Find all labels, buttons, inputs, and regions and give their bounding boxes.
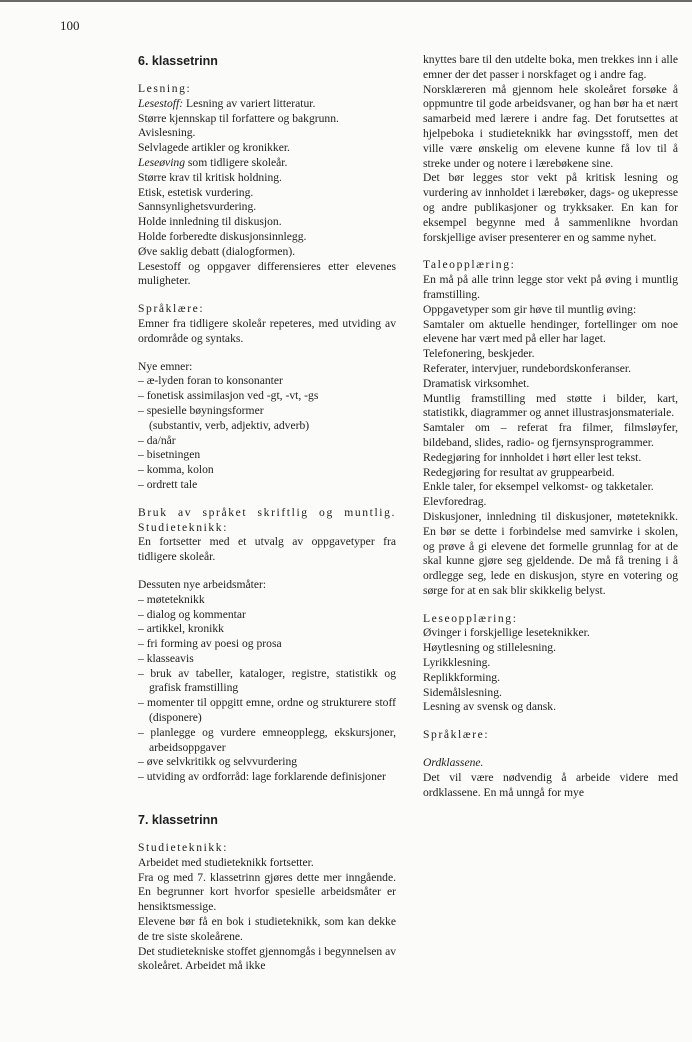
lesning-item: Større krav til kritisk holdning. bbox=[138, 170, 282, 184]
section-title-spraklare: Språklære: bbox=[138, 302, 205, 316]
bruk-intro: En fortsetter med et utvalg av oppgavetyper fra tidligere skoleår. bbox=[138, 535, 396, 564]
lesning-item: Leseøving som tidligere skoleår. bbox=[138, 155, 288, 169]
heading-grade-6: 6. klassetrinn bbox=[138, 54, 218, 68]
list-item: – bruk av tabeller, kataloger, registre, statistikk og grafisk framstilling bbox=[138, 666, 396, 695]
oppgavetyper: Oppgavetyper som gir høve til muntlig øving: bbox=[423, 302, 637, 316]
dessuten-title: Dessuten nye arbeidsmåter: bbox=[138, 577, 267, 591]
right-column bbox=[423, 53, 678, 800]
list-item: Elevene bør få en bok i studieteknikk, som kan dekke de tre siste skoleårene. bbox=[138, 915, 396, 943]
list-item: Referater, intervjuer, rundebordskonferanser. bbox=[423, 361, 631, 375]
lesning-item: Lesestoff og oppgaver differensieres etter elevenes muligheter. bbox=[138, 259, 396, 288]
lesning-item: Avislesning. bbox=[138, 126, 196, 140]
list-item: Lesning av svensk og dansk. bbox=[423, 700, 556, 714]
list-item: Dramatisk virksomhet. bbox=[423, 376, 530, 390]
nye-emner-list bbox=[138, 374, 396, 418]
list-item: – klasseavis bbox=[138, 651, 194, 665]
list-item-indent: (substantiv, verb, adjektiv, adverb) bbox=[149, 418, 310, 432]
list-item: knyttes bare til den utdelte boka, men trekkes inn i alle emner der det passer i norskfaget og i andre fag. bbox=[423, 53, 678, 81]
spraklare-intro: Emner fra tidligere skoleår repeteres, med utviding av ordområde og syntaks. bbox=[138, 316, 396, 345]
left-column bbox=[138, 53, 396, 974]
list-item: Sidemålslesning. bbox=[423, 685, 502, 699]
tale-intro: En må på alle trinn legge stor vekt på øving i muntlig framstilling. bbox=[423, 273, 678, 301]
section-title-spraklare-2: Språklære: bbox=[423, 728, 490, 742]
list-item: – momenter til oppgitt emne, ordne og strukturere stoff (disponere) bbox=[138, 696, 396, 725]
section-title-leseopplaring: Leseopplæring: bbox=[423, 611, 518, 625]
list-item: – fonetisk assimilasjon ved -gt, -vt, -gs bbox=[138, 389, 319, 403]
list-item: – æ-lyden foran to konsonanter bbox=[138, 374, 283, 388]
list-item: – møteteknikk bbox=[138, 592, 205, 606]
lesning-item: Lesestoff: Lesning av variert litteratur. bbox=[138, 96, 316, 110]
list-item: Samtaler om aktuelle hendinger, fortellinger om noe elevene har vært med på eller har laget. bbox=[423, 317, 678, 346]
list-item: Samtaler om – referat fra filmer, filmsløyfer, bildeband, slides, radio- og fjernsynsprogrammer. bbox=[423, 421, 678, 449]
tale-list bbox=[423, 318, 678, 599]
list-item: – spesielle bøyningsformer bbox=[138, 403, 264, 417]
list-item: – ordrett tale bbox=[138, 477, 198, 491]
top-edge-line bbox=[0, 0, 692, 2]
list-item: Arbeidet med studieteknikk fortsetter. bbox=[138, 855, 314, 869]
lesning-item: Selvlagede artikler og kronikker. bbox=[138, 141, 290, 155]
list-item: – utviding av ordforråd: lage forklarende definisjoner bbox=[138, 770, 386, 784]
lesning-item: Holde forberedte diskusjonsinnlegg. bbox=[138, 229, 307, 243]
list-item: – komma, kolon bbox=[138, 463, 214, 477]
lesning-item: Øve saklig debatt (dialogformen). bbox=[138, 244, 296, 258]
nye-emner-title: Nye emner: bbox=[138, 359, 193, 373]
page-number: 100 bbox=[60, 18, 80, 33]
list-item: – planlegge og vurdere emneopplegg, ekskursjoner, arbeidsoppgaver bbox=[138, 725, 396, 754]
lesning-item: Sannsynlighetsvurdering. bbox=[138, 200, 257, 214]
section-title-studieteknikk: Studieteknikk: bbox=[138, 841, 229, 855]
continued-text bbox=[423, 53, 678, 245]
lesning-item: Etisk, estetisk vurdering. bbox=[138, 185, 254, 199]
section-title-bruk: Bruk av språket skriftlig og muntlig. Studieteknikk: bbox=[138, 505, 396, 534]
ordklassene-text: Det vil være nødvendig å arbeide videre med ordklassene. En må unngå for mye bbox=[423, 770, 678, 799]
list-item: – artikkel, kronikk bbox=[138, 622, 224, 636]
list-item: – da/når bbox=[138, 433, 176, 447]
list-item: Redegjøring for innholdet i hørt eller lest tekst. bbox=[423, 450, 642, 464]
list-item: – fri forming av poesi og prosa bbox=[138, 637, 282, 651]
lesning-item: Holde innledning til diskusjon. bbox=[138, 215, 282, 229]
ordklassene-label: Ordklassene. bbox=[423, 756, 484, 770]
section-title-lesning: Lesning: bbox=[138, 82, 192, 95]
list-item: – øve selvkritikk og selvvurdering bbox=[138, 755, 298, 769]
lese-list bbox=[423, 626, 678, 715]
list-item: Replikkforming. bbox=[423, 670, 500, 684]
lesning-item: Større kjennskap til forfattere og bakgrunn. bbox=[138, 111, 339, 125]
list-item: – bisetningen bbox=[138, 448, 201, 462]
list-item: Muntlig framstilling med støtte i bilder, kart, statistikk, diagrammer og annet illustrasjonsmateriale. bbox=[423, 391, 678, 420]
list-item: Redegjøring for resultat av gruppearbeid. bbox=[423, 465, 615, 479]
list-item: Elevforedrag. bbox=[423, 495, 487, 509]
section-title-taleopplaring: Taleopplæring: bbox=[423, 258, 516, 272]
lesning-list bbox=[138, 97, 396, 289]
list-item: Enkle taler, for eksempel velkomst- og takketaler. bbox=[423, 480, 654, 494]
list-item: Telefonering, beskjeder. bbox=[423, 347, 535, 361]
heading-grade-7: 7. klassetrinn bbox=[138, 813, 218, 828]
list-item: Norsklæreren må gjennom hele skoleåret forsøke å oppmuntre til gode arbeidsvaner, og han bør ha et nært samarbeid med lærere i andre fag. Det forutsettes at hjelpeboka i studieteknikk har øvingsstoff, men det ville være ønskelig om elevene kunne få lov til å streke under og notere i lærebøkene sine. bbox=[423, 82, 678, 170]
list-item: Høytlesning og stillelesning. bbox=[423, 641, 556, 655]
list-item: Diskusjoner, innledning til diskusjoner, møteteknikk. En bør se dette i forbindelse med samvirke i skolen, og prøve å gi elevene det formelle grunnlag for at de skal kunne gjøre seg gjeldende. De må få trening i å ordlegge seg, lede en diskusjon, styre en votering og sørge for at en sak blir skikkelig belyst. bbox=[423, 509, 678, 597]
list-item: Øvinger i forskjellige leseteknikker. bbox=[423, 626, 590, 640]
arbeidsmater-list bbox=[138, 593, 396, 785]
list-item: Fra og med 7. klassetrinn gjøres dette mer inngående. En begrunner kort hvorfor spesielle arbeidsmåter er hensiktsmessige. bbox=[138, 870, 396, 914]
list-item: Det studietekniske stoffet gjennomgås i begynnelsen av skoleåret. Arbeidet må ikke bbox=[138, 944, 397, 973]
list-item: Det bør legges stor vekt på kritisk lesning og vurdering av innholdet i lærebøker, dags- og ukepresse og andre publikasjoner og trykksaker. En kan for eksempel begynne med å sammenlikne hvordan forskjellige aviser presenterer en og samme nyhet. bbox=[423, 171, 678, 244]
nye-emner-list-2 bbox=[138, 434, 396, 493]
list-item: – dialog og kommentar bbox=[138, 607, 246, 621]
list-item: Lyrikklesning. bbox=[423, 656, 491, 670]
studieteknikk-text bbox=[138, 856, 396, 974]
